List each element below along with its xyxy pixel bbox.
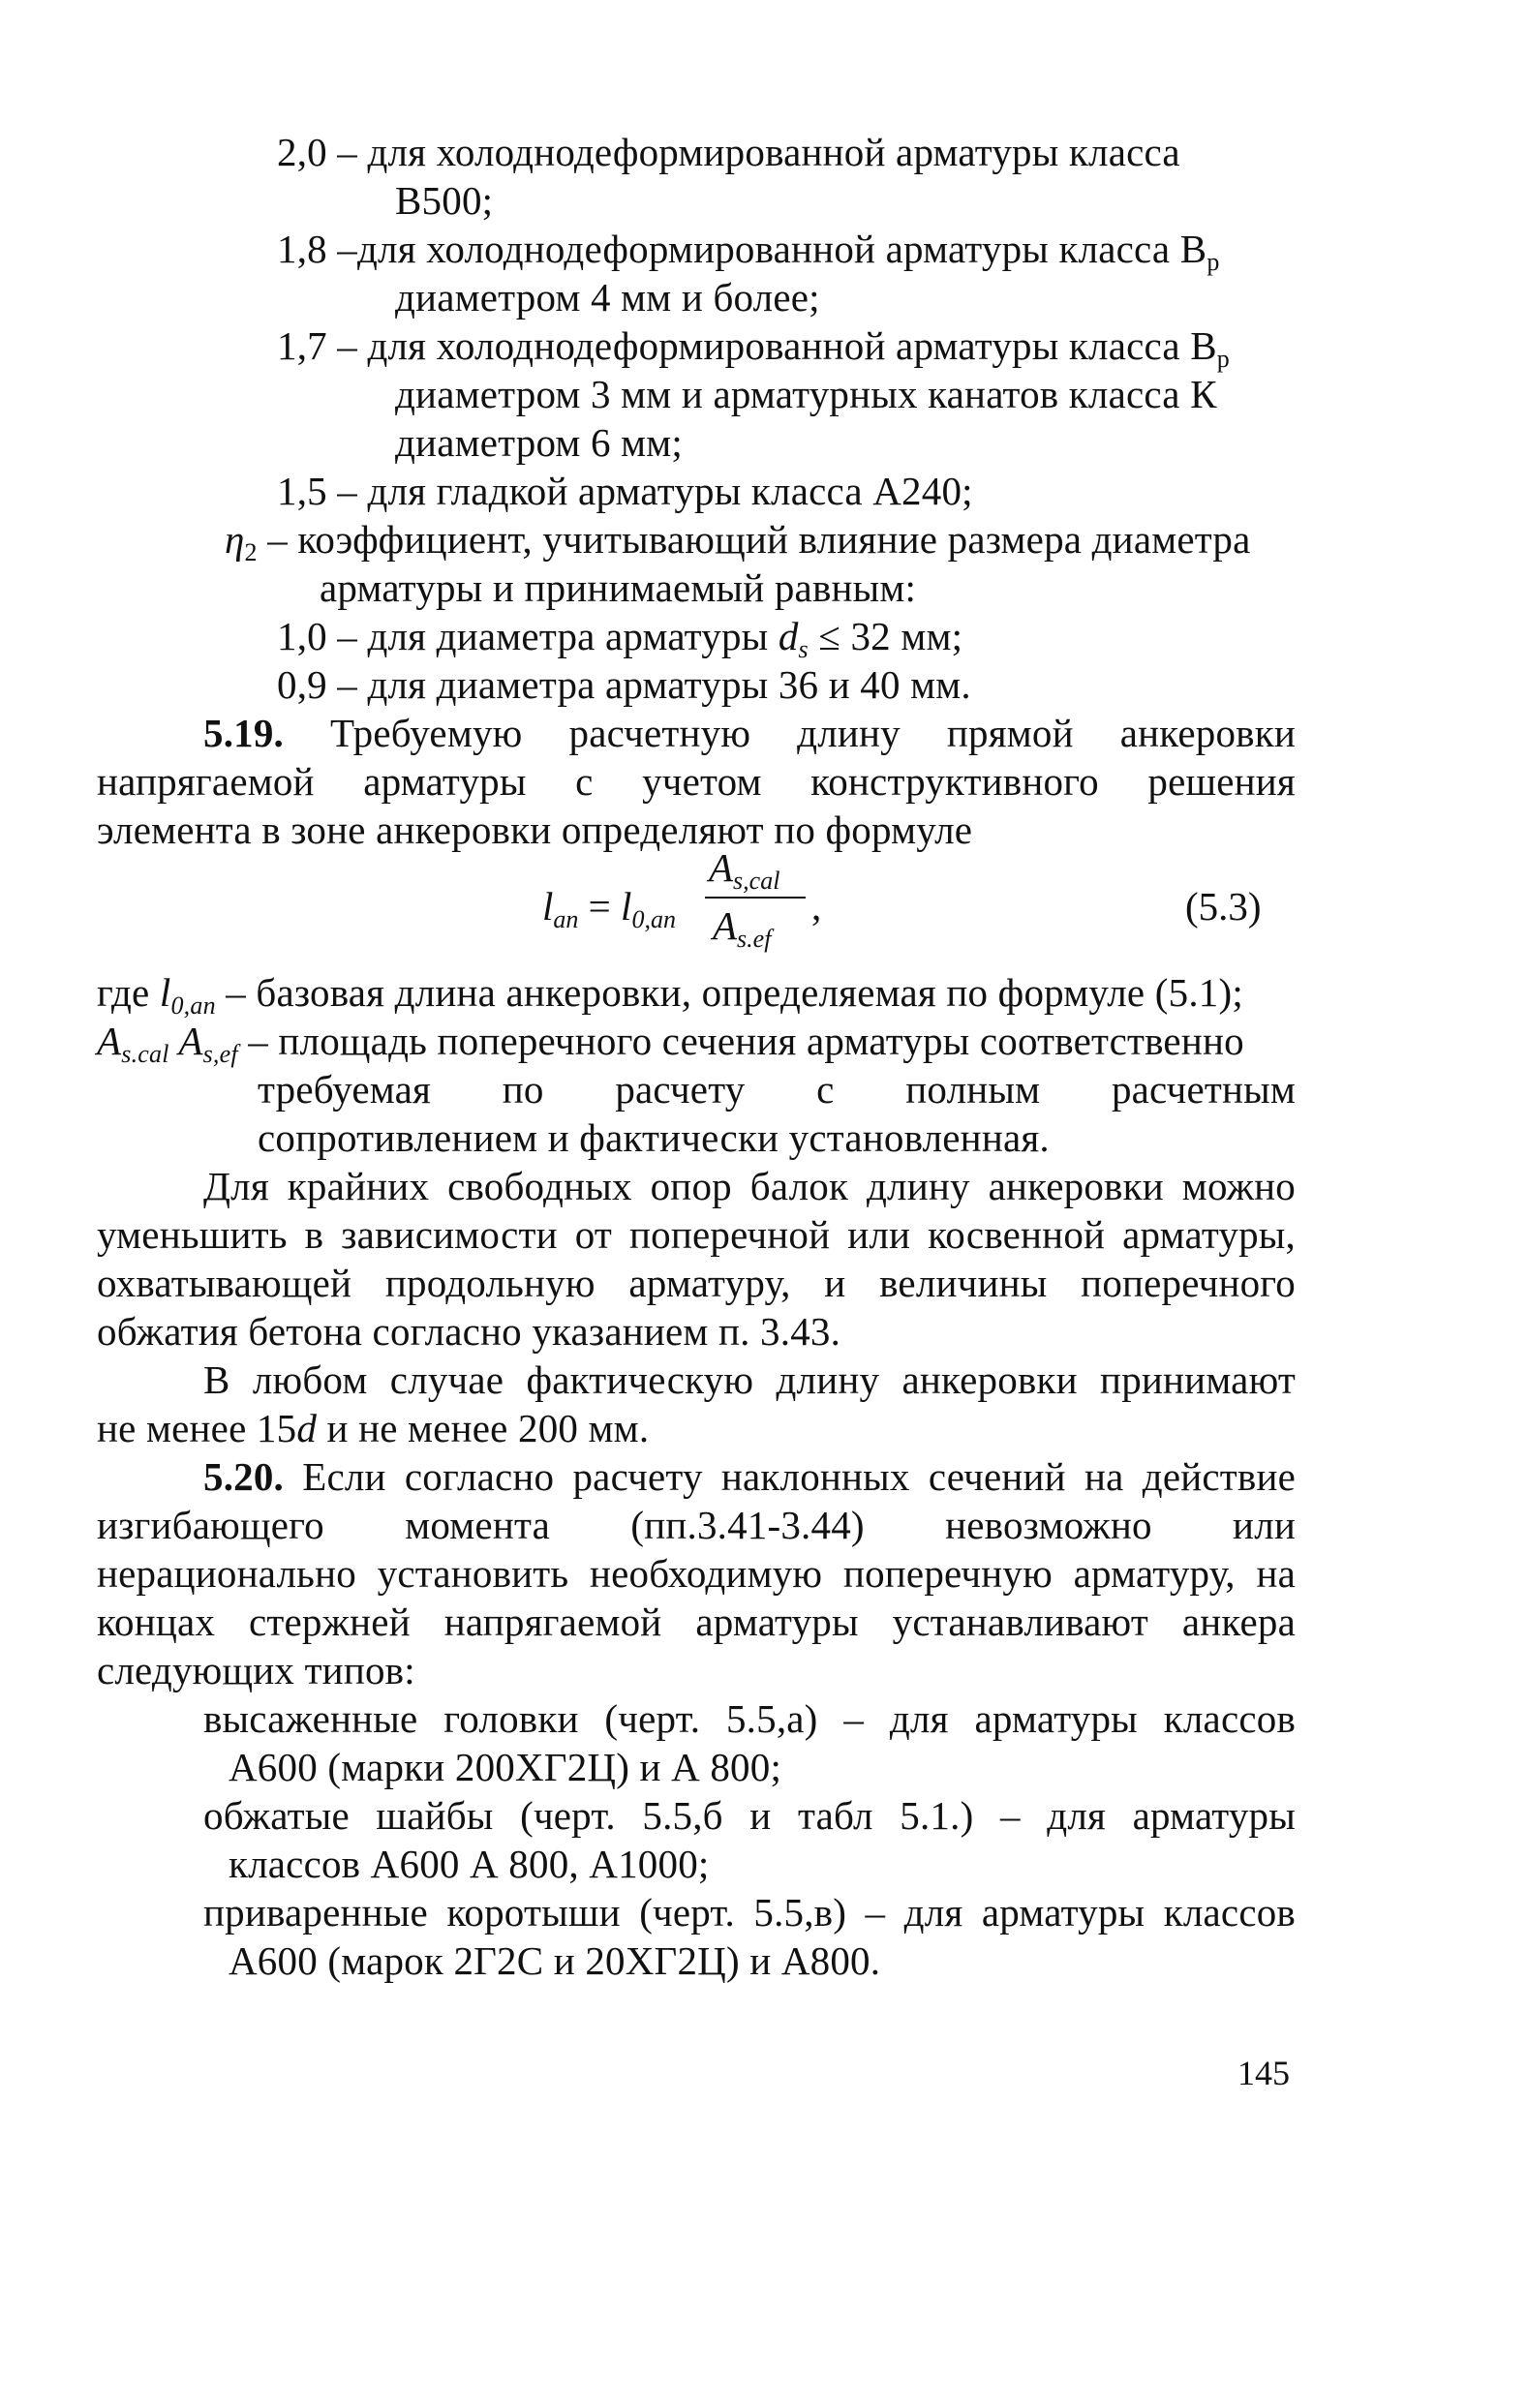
para-supports-line1: Для крайних свободных опор балок длину анкеровки можно	[203, 1164, 1296, 1208]
equation-number: (5.3)	[1185, 884, 1262, 929]
coef-1-7-line2: диаметром 3 мм и арматурных канатов класса К	[395, 372, 1217, 416]
para-supports-line4: обжатия бетона согласно указанием п. 3.43.	[97, 1309, 841, 1354]
p520-line1: 5.20. Если согласно расчету наклонных сечений на действие	[203, 1454, 1296, 1499]
eta2-value-1-0: 1,0 – для диаметра арматуры $d_s \le 32$ мм;	[277, 614, 963, 663]
p519-line3: элемента в зоне анкеровки определяют по формуле	[97, 808, 973, 852]
where-line3: требуемая по расчету с полным расчетным	[258, 1067, 1296, 1112]
para-any-line2: не менее 15d и не менее 200 мм.	[97, 1406, 650, 1450]
coef-1-7-line3: диаметром 6 мм;	[395, 420, 684, 465]
p520-line2: изгибающего момента (пп.3.41-3.44) невозможно или	[97, 1503, 1296, 1547]
coef-1-5-line: 1,5 – для гладкой арматуры класса А240;	[277, 469, 973, 513]
p520-line3: нерационально установить необходимую поперечную арматуру, на	[97, 1551, 1296, 1596]
anchor-type-welded-stubs-line2: А600 (марок 2Г2С и 20ХГ2Ц) и А800.	[229, 1938, 881, 1983]
formula-lhs: $l_{an} = l_{0,an}$	[542, 884, 676, 933]
eta2-definition-line1: $\eta_2$ – коэффициент, учитывающий влияние размера диаметра	[225, 517, 1251, 566]
p520-line5: следующих типов:	[97, 1648, 415, 1692]
para-supports-line3: охватывающей продольную арматуру, и величины поперечного	[97, 1261, 1296, 1305]
coef-1-8-line2: диаметром 4 мм и более;	[395, 275, 820, 320]
anchor-type-washers-line2: классов А600 А 800, А1000;	[229, 1842, 710, 1886]
anchor-type-washers-line1: обжатые шайбы (черт. 5.5,б и табл 5.1.) – для арматуры	[203, 1793, 1296, 1838]
page-number: 145	[1237, 2054, 1290, 2092]
coef-2-0-line1: 2,0 – для холоднодеформированной арматуры класса	[277, 130, 1180, 174]
anchor-type-upset-heads-line1: высаженные головки (черт. 5.5,а) – для арматуры классов	[203, 1696, 1296, 1741]
p519-line2: напрягаемой арматуры с учетом конструктивного решения	[97, 759, 1296, 804]
eta2-value-0-9: 0,9 – для диаметра арматуры 36 и 40 мм.	[277, 662, 971, 707]
where-line1: где $l_{0,an}$ – базовая длина анкеровки, определяемая по формуле (5.1);	[97, 970, 1243, 1020]
coef-1-7-line1: 1,7 – для холоднодеформированной арматуры класса $B_p$	[277, 323, 1230, 373]
para-supports-line2: уменьшить в зависимости от поперечной или косвенной арматуры,	[97, 1212, 1296, 1257]
p519-line1: 5.19. Требуемую расчетную длину прямой анкеровки	[203, 711, 1296, 755]
coef-1-8-line1: 1,8 –для холоднодеформированной арматуры класса $B_p$	[277, 227, 1220, 276]
para-any-line1: В любом случае фактическую длину анкеровки принимают	[203, 1357, 1296, 1402]
formula-numerator: $A_{s,cal}$	[709, 845, 780, 895]
eta2-definition-line2: арматуры и принимаемый равным:	[320, 565, 917, 610]
p520-line4: концах стержней напрягаемой арматуры устанавливают анкера	[97, 1600, 1296, 1644]
formula-denominator: $A_{s.ef}$	[713, 903, 772, 953]
anchor-type-upset-heads-line2: А600 (марки 200ХГ2Ц) и А 800;	[229, 1745, 782, 1789]
anchor-type-welded-stubs-line1: приваренные коротыши (черт. 5.5,в) – для арматуры классов	[203, 1890, 1296, 1935]
formula-comma: ,	[811, 884, 822, 929]
where-line2: $A_{s.cal}$ $A_{s,ef}$ – площадь поперечного сечения арматуры соответственно	[97, 1019, 1244, 1068]
coef-2-0-line2: B500;	[395, 178, 494, 223]
where-line4: сопротивлением и фактически установленная.	[258, 1115, 1050, 1160]
fraction-bar	[705, 897, 806, 899]
